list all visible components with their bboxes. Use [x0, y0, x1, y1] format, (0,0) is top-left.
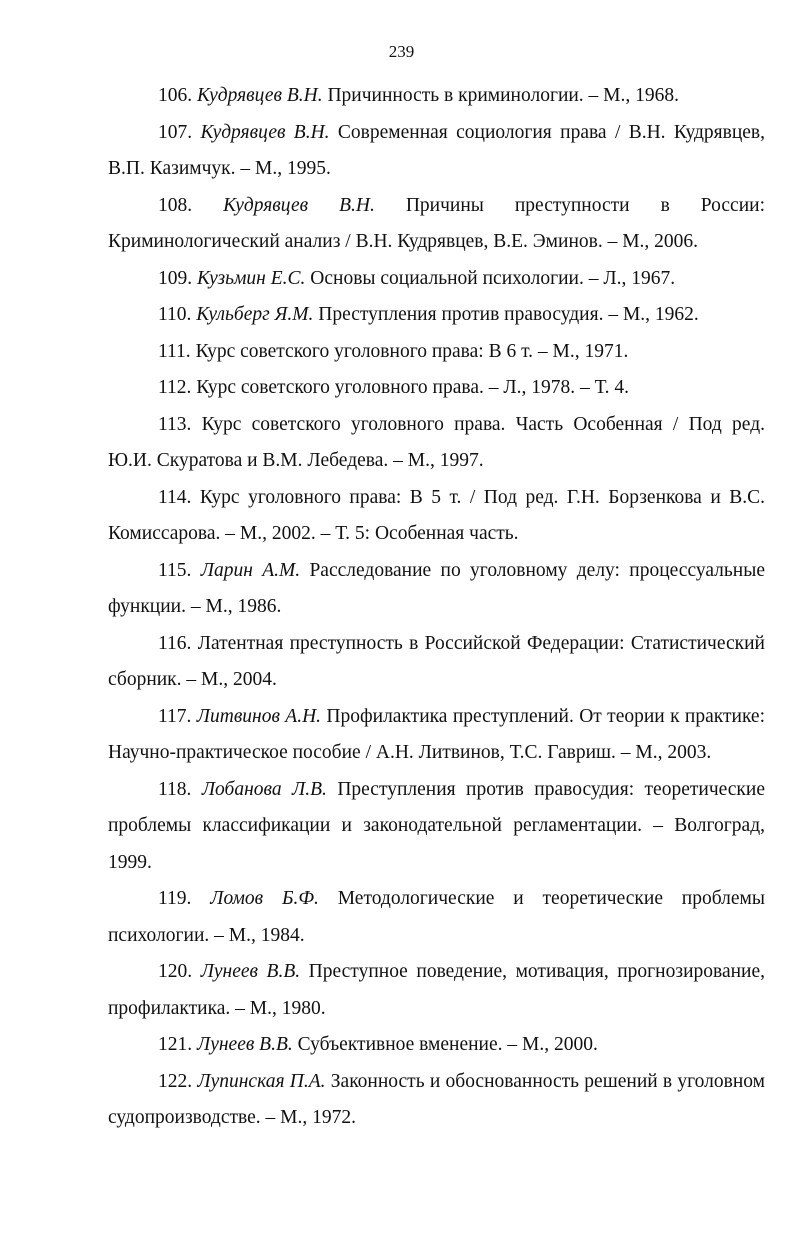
bibliography-entry-106 [108, 78, 765, 115]
entry-number: 115. [158, 559, 192, 581]
bibliography-entry-120 [108, 954, 765, 1027]
entry-number: 107. [158, 121, 193, 143]
bibliography-entry-111 [108, 334, 765, 371]
entry-number: 108. [158, 194, 193, 216]
entry-author: Ларин А.М. [200, 559, 301, 581]
entry-author: Кульберг Я.М. [196, 304, 314, 325]
entry-text: Курс советского уголовного права. Часть Особенная / Под ред. Ю.И. Скуратова и В.М. Лебедева. – М., 1997. [108, 413, 765, 471]
entry-number: 116. [158, 632, 192, 654]
entry-text: Расследование по уголовному делу: процессуальные функции. – М., 1986. [108, 559, 765, 617]
entry-number: 111. [158, 340, 191, 362]
entry-number: 106. [158, 85, 193, 106]
entry-author: Лунеев В.В. [197, 1034, 293, 1055]
bibliography-entry-114 [108, 480, 765, 553]
entry-text: Причины преступности в России: Криминологический анализ / В.Н. Кудрявцев, В.Е. Эминов. – М., 2006. [108, 194, 765, 252]
bibliography-entry-113 [108, 407, 765, 480]
entry-number: 117. [158, 705, 192, 727]
entry-number: 113. [158, 413, 192, 435]
entry-text: Методологические и теоретические проблемы психологии. – М., 1984. [108, 888, 766, 946]
entry-author: Лобанова Л.В. [201, 778, 327, 800]
entry-text: Современная социология права / В.Н. Кудрявцев, В.П. Казимчук. – М., 1995. [108, 121, 765, 179]
entry-text: Профилактика преступлений. От теории к практике: Научно-практическое пособие / А.Н. Литвинов, Т.С. Гавриш. – М., 2003. [108, 705, 766, 763]
entry-number: 122. [158, 1070, 193, 1092]
entry-text: Причинность в криминологии. – М., 1968. [322, 85, 680, 106]
bibliography-entry-117 [108, 699, 765, 772]
entry-number: 109. [158, 267, 193, 289]
entry-number: 119. [158, 888, 192, 909]
bibliography-entry-119 [108, 881, 765, 954]
entry-text: Преступления против правосудия. – М., 1962. [313, 304, 699, 325]
bibliography-entry-116 [108, 626, 765, 699]
entry-text: Преступное поведение, мотивация, прогнозирование, профилактика. – М., 1980. [108, 961, 766, 1019]
entry-author: Кудрявцев В.Н. [223, 194, 375, 216]
bibliography-entry-118 [108, 772, 765, 882]
bibliography-entry-115 [108, 553, 765, 626]
entry-text: Законность и обоснованность решений в уголовном судопроизводстве. – М., 1972. [108, 1070, 765, 1128]
entry-number: 114. [158, 486, 192, 508]
entry-text: Курс советского уголовного права: В 6 т. – М., 1971. [195, 340, 629, 362]
entry-text: Курс уголовного права: В 5 т. / Под ред. Г.Н. Борзенкова и В.С. Комиссарова. – М., 2002. – Т. 5: Особенная часть. [108, 486, 765, 544]
entry-author: Лупинская П.А. [197, 1070, 326, 1092]
bibliography-entry-108 [108, 188, 765, 261]
entry-number: 118. [158, 778, 192, 800]
entry-author: Ломов Б.Ф. [210, 888, 319, 909]
entry-text: Курс советского уголовного права. – Л., 1978. – Т. 4. [196, 377, 629, 398]
bibliography-entry-107 [108, 115, 765, 188]
entry-number: 110. [158, 304, 192, 325]
entry-text: Преступления против правосудия: теоретические проблемы классификации и законодательной регламентации. – Волгоград, 1999. [108, 778, 765, 873]
entry-author: Лунеев В.В. [200, 961, 301, 982]
entry-author: Кудрявцев В.Н. [197, 85, 323, 106]
entry-author: Кудрявцев В.Н. [200, 121, 330, 143]
entry-number: 112. [158, 377, 192, 398]
bibliography-entry-112 [108, 370, 765, 407]
entry-text: Субъективное вменение. – М., 2000. [292, 1034, 598, 1055]
page-number: 239 [388, 42, 415, 61]
entry-number: 121. [158, 1034, 193, 1055]
entry-author: Кузьмин Е.С. [197, 267, 306, 289]
entry-text: Латентная преступность в Российской Федерации: Статистический сборник. – М., 2004. [108, 632, 765, 690]
bibliography-entry-121 [108, 1027, 765, 1064]
entry-number: 120. [158, 961, 193, 982]
bibliography-entry-110 [108, 297, 765, 334]
bibliography-entry-122 [108, 1064, 765, 1137]
bibliography-list [108, 78, 765, 1137]
entry-text: Основы социальной психологии. – Л., 1967. [305, 267, 676, 289]
bibliography-entry-109 [108, 261, 765, 298]
entry-author: Литвинов А.Н. [196, 705, 322, 727]
